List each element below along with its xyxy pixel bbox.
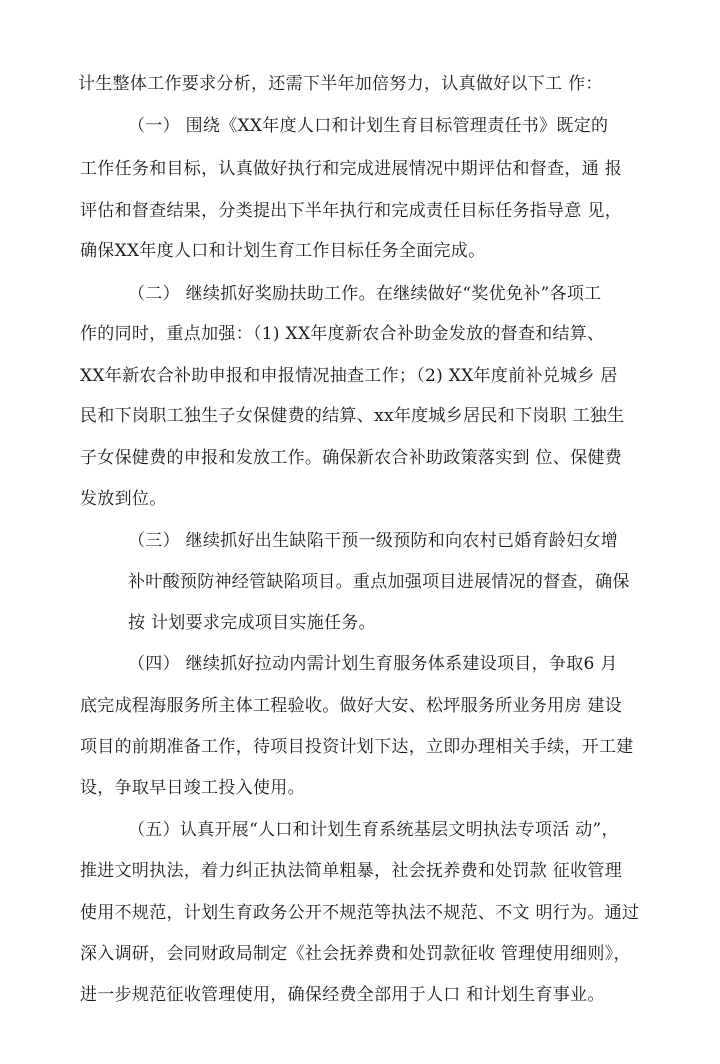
text-line: 进一步规范征收管理使用，确保经费全部用于人口 和计划生育事业。 [80, 985, 605, 1005]
text-line: 使用不规范，计划生育政务公开不规范等执法不规范、不文 明行为。通过 [80, 903, 640, 923]
section-heading-4: （四） 继续抓好拉动内需计划生育服务体系建设项目，争取6 月 [128, 654, 618, 674]
text-line: 确保XX年度人口和计划生育工作目标任务全面完成。 [80, 241, 486, 261]
text-line: 补叶酸预防神经管缺陷项目。重点加强项目进展情况的督查，确保 [128, 572, 630, 592]
section-heading-5: （五）认真开展“人口和计划生育系统基层文明执法专项活 动”， [128, 820, 619, 840]
text-line: 底完成程海服务所主体工程验收。做好大安、松坪服务所业务用房 建设 [80, 696, 623, 716]
text-line: 民和下岗职工独生子女保健费的结算、xx年度城乡居民和下岗职 工独生 [80, 406, 625, 426]
text-line: 计生整体工作要求分析，还需下半年加倍努力，认真做好以下工 作： [78, 74, 603, 94]
text-line: 深入调研，会同财政局制定《社会抚养费和处罚款征收 管理使用细则》， [80, 944, 631, 964]
section-heading-2: （二） 继续抓好奖励扶助工作。在继续做好“奖优免补”各项工 [128, 284, 602, 304]
text-line: 推进文明执法，着力纠正执法简单粗暴，社会抚养费和处罚款 征收管理 [80, 861, 623, 881]
text-line: 评估和督查结果，分类提出下半年执行和完成责任目标任务指导意 见， [80, 201, 623, 221]
text-line: 发放到位。 [80, 489, 167, 509]
section-heading-1: （一） 围绕《XX年度人口和计划生育目标管理责任书》既定的 [128, 116, 609, 136]
text-line: XX年新农合补助申报和申报情况抽查工作；（2) XX年度前补兑城乡 居 [80, 366, 618, 386]
text-line: 项目的前期准备工作，待项目投资计划下达，立即办理相关手续，开工建 [80, 737, 634, 757]
text-line: 工作任务和目标，认真做好执行和完成进展情况中期评估和督查，通 报 [80, 159, 623, 179]
text-line: 子女保健费的申报和发放工作。确保新农合补助政策落实到 位、保健费 [80, 448, 623, 468]
section-heading-3: （三） 继续抓好出生缺陷干预一级预防和向农村已婚育龄妇女增 [128, 531, 619, 551]
text-line: 作的同时，重点加强：（1) XX年度新农合补助金发放的督查和结算、 [80, 324, 605, 344]
text-line: 按 计划要求完成项目实施任务。 [128, 613, 376, 633]
text-line: 设，争取早日竣工投入使用。 [80, 778, 305, 798]
